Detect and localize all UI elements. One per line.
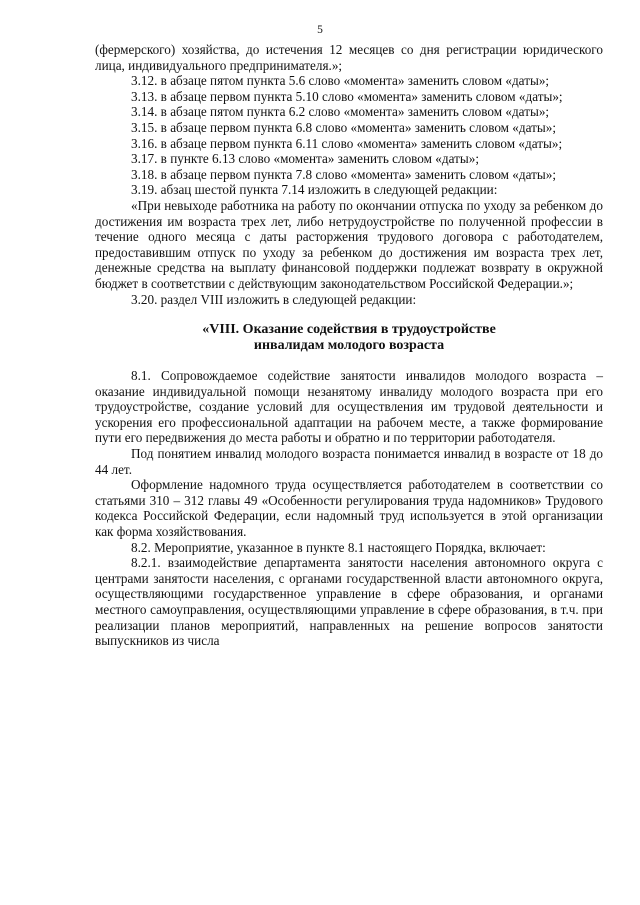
page-number: 5 — [317, 24, 323, 36]
para-3-18: 3.18. в абзаце первом пункта 7.8 слово «момента» заменить словом «даты»; — [131, 166, 557, 182]
para-continuation: (фермерского) хозяйства, до истечения 12 месяцев со дня регистрации юридического лица, индивидуального предпринимателя.»; — [95, 42, 603, 73]
para-3-13: 3.13. в абзаце первом пункта 5.10 слово «момента» заменить словом «даты»; — [131, 88, 563, 104]
para-3-19: 3.19. абзац шестой пункта 7.14 изложить в следующей редакции: — [131, 182, 498, 198]
para-3-17: 3.17. в пункте 6.13 слово «момента» заменить словом «даты»; — [131, 151, 479, 167]
para-3-15: 3.15. в абзаце первом пункта 6.8 слово «момента» заменить словом «даты»; — [131, 119, 557, 135]
para-8-1: 8.1. Сопровождаемое содействие занятости инвалидов молодого возраста – оказание индивидуальной помощи незанятому инвалиду молодого возраста при его трудоустройстве, создание условий для осуществления им трудовой деятельности и ускорения его профессиональной адаптации на рабочем месте, а также формирование пути его передвижения до места работы и обратно и по территории работодателя. — [95, 368, 603, 446]
para-8-2-1: 8.2.1. взаимодействие департамента занятости населения автономного округа с центрами занятости населения, с органами государственной власти автономного округа, осуществляющими государственное управление в сфере образования, и органами местного самоуправления, осуществляющими управление в сфере образования, в т.ч. при реализации планов мероприятий, направленных на решение вопросов занятости выпускников из числа — [95, 555, 603, 649]
para-3-20: 3.20. раздел VIII изложить в следующей редакции: — [131, 291, 417, 307]
section-heading-line-2: инвалидам молодого возраста — [253, 338, 445, 354]
para-8-2: 8.2. Мероприятие, указанное в пункте 8.1 настоящего Порядка, включает: — [131, 539, 546, 555]
document-body — [95, 42, 603, 649]
paragraphs-bottom — [95, 368, 603, 649]
paragraphs-top — [95, 42, 603, 307]
section-heading — [95, 322, 603, 354]
para-3-12: 3.12. в абзаце пятом пункта 5.6 слово «момента» заменить словом «даты»; — [131, 73, 550, 89]
para-homework: Оформление надомного труда осуществляется работодателем в соответствии со статьями 310 – 312 главы 49 «Особенности регулирования труда надомников» Трудового кодекса Российской Федерации, если надомный труд используется в этой организации как форма хозяйствования. — [95, 477, 603, 540]
para-3-14: 3.14. в абзаце пятом пункта 6.2 слово «момента» заменить словом «даты»; — [131, 104, 550, 120]
para-definition: Под понятием инвалид молодого возраста понимается инвалид в возрасте от 18 до 44 лет. — [95, 446, 603, 477]
para-3-16: 3.16. в абзаце первом пункта 6.11 слово «момента» заменить словом «даты»; — [131, 135, 563, 151]
section-heading-line-1: «VIII. Оказание содействия в трудоустройстве — [202, 322, 496, 338]
para-quote-7-14: «При невыходе работника на работу по окончании отпуска по уходу за ребенком до достижения им возраста трех лет, либо нетрудоустройстве по полученной профессии в течение одного месяца с даты расторжения трудового договора с работодателем, предоставившим отпуск по уходу за ребенком до достижения им возраста трех лет, денежные средства на выплату финансовой поддержки подлежат возврату в окружной бюджет в соответствии с действующим законодательством Российской Федерации.»; — [95, 197, 603, 291]
